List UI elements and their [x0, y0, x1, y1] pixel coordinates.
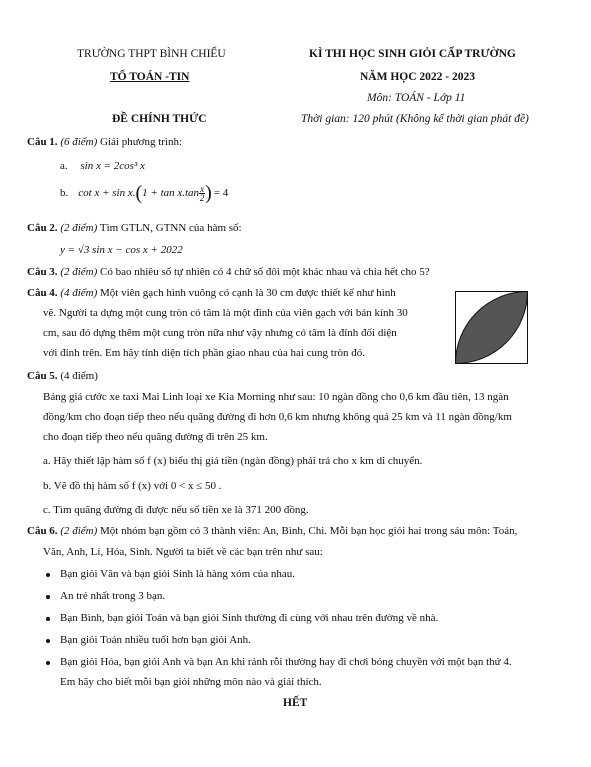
q1-a-label: a. [60, 160, 68, 172]
fraction-numerator: x [200, 183, 205, 194]
q5-part-b: b. Vẽ đồ thị hàm số f (x) với 0 < x ≤ 50 . [43, 480, 222, 492]
fraction-denominator: 2 [199, 192, 205, 203]
subject-line: Môn: TOÁN - Lớp 11 [367, 92, 466, 104]
q1-text: Giải phương trình: [100, 136, 183, 148]
question-6 [27, 524, 517, 539]
q6-bullet-1: Bạn giỏi Văn và bạn giỏi Sinh là hàng xóm của nhau. [60, 568, 296, 580]
school-name: TRƯỜNG THPT BÌNH CHIỂU [77, 48, 226, 60]
q6-points: (2 điểm) [60, 525, 98, 537]
q3-text: Có bao nhiêu số tự nhiên có 4 chữ số đôi một khác nhau và chia hết cho 5? [100, 266, 430, 278]
department-name: TỔ TOÁN -TIN [110, 71, 190, 83]
q6-bullet-2: An trẻ nhất trong 3 bạn. [60, 590, 166, 602]
bullet-icon [46, 595, 50, 599]
q2-points: (2 điểm) [60, 222, 98, 234]
end-mark: HẾT [283, 697, 308, 709]
q4-line-2: vẽ. Người ta dựng một cung tròn có tâm là một đỉnh của viên gạch với bán kính 30 [43, 307, 408, 319]
q1-b-expression-end: = 4 [213, 186, 229, 199]
q2-expression: y = √3 sin x − cos x + 2022 [60, 244, 183, 256]
school-year: NĂM HỌC 2022 - 2023 [360, 71, 475, 83]
q6-bullet-4: Bạn giỏi Toán nhiều tuổi hơn bạn giỏi Anh. [60, 634, 251, 646]
q1-label: Câu 1. [27, 136, 58, 148]
q1-b-expression-start: cot x + sin x. [78, 186, 136, 199]
q6-line-1: Một nhóm bạn gồm có 3 thành viên: An, Bình, Chi. Mỗi bạn học giỏi hai trong sáu môn: Toán, [100, 525, 518, 537]
q4-label: Câu 4. [27, 287, 58, 299]
bullet-icon [46, 661, 50, 665]
question-2 [27, 221, 242, 236]
time-line: Thời gian: 120 phút (Không kể thời gian phát đề) [301, 113, 529, 125]
official-label: ĐỀ CHÍNH THỨC [112, 113, 207, 125]
q4-line-1: Một viên gạch hình vuông có cạnh là 30 cm được thiết kế như hình [100, 287, 396, 299]
right-paren-icon: ) [205, 181, 212, 204]
q6-closing: Em hãy cho biết mỗi bạn giỏi những môn nào và giải thích. [60, 676, 322, 688]
q4-line-4: với đỉnh trên. Em hãy tính diện tích phần giao nhau của hai cung tròn đó. [43, 347, 365, 359]
question-4 [27, 286, 396, 301]
q1-part-a [60, 159, 145, 174]
q6-bullet-5: Bạn giỏi Hóa, bạn giỏi Anh và bạn An khi rảnh rỗi thường hay đi chơi bóng chuyền với một bạn thứ 4. [60, 656, 512, 668]
exam-title: KÌ THI HỌC SINH GIỎI CẤP TRƯỜNG [309, 48, 516, 60]
q2-label: Câu 2. [27, 222, 58, 234]
q1-b-expression-mid: 1 + tan x.tan [142, 186, 200, 199]
q5-part-a: a. Hãy thiết lập hàm số f (x) biểu thị giá tiền (ngàn đồng) phải trả cho x km di chuyển. [43, 455, 423, 467]
q1-points: (6 điểm) [60, 136, 98, 148]
question-1 [27, 135, 182, 150]
q4-points: (4 điểm) [60, 287, 98, 299]
q5-points: (4 điểm) [60, 370, 98, 382]
bullet-icon [46, 573, 50, 577]
q1-b-label: b. [60, 186, 69, 199]
q5-line-1: Bảng giá cước xe taxi Mai Linh loại xe Kia Morning như sau: 10 ngàn đồng cho 0,6 km đầu tiên, 13 ngàn [43, 391, 509, 403]
q3-label: Câu 3. [27, 266, 58, 278]
bullet-icon [46, 617, 50, 621]
q1-part-b [60, 180, 228, 206]
q6-line-2: Văn, Anh, Lí, Hóa, Sinh. Người ta biết về các bạn trên như sau: [43, 546, 323, 558]
q6-bullet-3: Bạn Bình, bạn giỏi Toán và bạn giỏi Sinh thường đi cùng với nhau trên đường về nhà. [60, 612, 439, 624]
question-3 [27, 265, 430, 280]
tile-figure [455, 291, 528, 364]
question-5 [27, 369, 98, 384]
q1-a-expression: sin x = 2cos³ x [80, 160, 145, 172]
q6-label: Câu 6. [27, 525, 58, 537]
left-paren-icon: ( [135, 181, 143, 204]
q5-part-c: c. Tìm quãng đường đi được nếu số tiền xe là 371 200 đồng. [43, 504, 309, 516]
q3-points: (2 điểm) [60, 266, 98, 278]
q4-line-3: cm, sau đó dựng thêm một cung tròn nữa như vậy nhưng có tâm là đỉnh đối diện [43, 327, 397, 339]
bullet-icon [46, 639, 50, 643]
q5-line-3: cho đoạn tiếp theo nếu quãng đường đi trên 25 km. [43, 431, 268, 443]
q2-text: Tìm GTLN, GTNN của hàm số: [99, 222, 242, 234]
q5-line-2: đồng/km cho đoạn tiếp theo nếu quãng đường đi hơn 0,6 km nhưng không quá 25 km và 11 ngàn đồng/km [43, 411, 512, 423]
q5-label: Câu 5. [27, 370, 58, 382]
